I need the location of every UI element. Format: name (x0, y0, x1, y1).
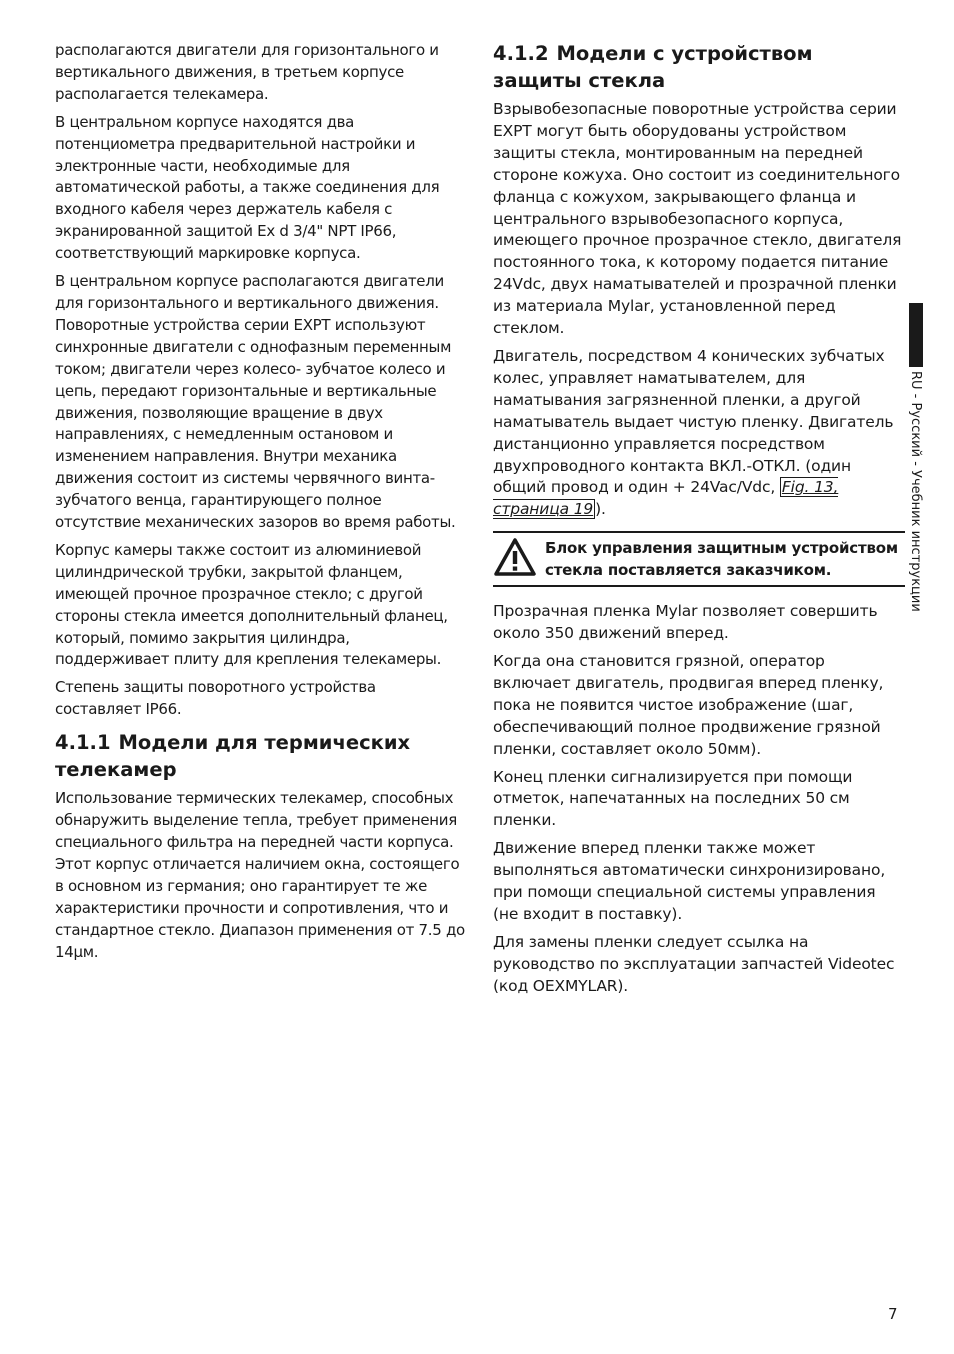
paragraph: Конец пленки сигнализируется при помощи отметок, напечатанных на последних 50 см пленки. (493, 767, 853, 830)
right-column (493, 40, 905, 1004)
paragraph: Взрывобезопасные поворотные устройства серии EXPT могут быть оборудованы устройством защиты стекла, монтированным на передней стороне кожуха. Оно состоит из соединительного фланца с кожухом, закрывающего фланца и центрального взрывобезопасного корпуса, имеющего прочное прозрачное стекло, двигателя постоянного тока, к которому подается питание 24Vdc, двух наматывателей и прозрачной пленки из материала Mylar, установленной перед стеклом. (493, 100, 902, 338)
paragraph-text: Двигатель, посредством 4 конических зубчатых колес, управляет наматывателем, для наматывания загрязненной пленки, а другой наматыватель выдает чистую пленку. Двигатель дистанционно управляется посредством двухпроводного контакта ВКЛ.-ОТКЛ. (один общий провод и один + 24Vac/Vdc, (493, 346, 894, 497)
language-tab-label: RU - Русский - Учебник инструкции (908, 371, 923, 612)
paragraph (493, 346, 905, 521)
warning-triangle-icon (493, 537, 537, 577)
paragraph: Использование термических телекамер, способных обнаружить выделение тепла, требует применения специального фильтра на передней части корпуса. Этот корпус отличается наличием окна, состоящего в основном из германия; оно гарантирует те же характеристики прочности и сопротивления, что и стандартное стекло. Диапазон применения от 7.5 до 14μм. (55, 789, 465, 961)
warning-box (493, 531, 905, 587)
section-title: Модели для термических телекамер (55, 731, 411, 782)
section-number: 4.1.1 (55, 731, 111, 755)
paragraph: Степень защиты поворотного устройства составляет IP66. (55, 678, 376, 719)
left-column (55, 40, 465, 969)
section-number: 4.1.2 (493, 42, 549, 65)
section-heading-4-1-2 (493, 40, 905, 94)
paragraph: Для замены пленки следует ссылка на руководство по эксплуатации запчастей Videotec (код OEXMYLAR). (493, 932, 895, 995)
paragraph-text: ). (595, 500, 606, 519)
section-title: Модели с устройством защиты стекла (493, 42, 813, 92)
page-number: 7 (888, 1305, 898, 1323)
language-tab-marker (909, 303, 923, 367)
paragraph: Когда она становится грязной, оператор включает двигатель, продвигая вперед пленку, пока не появится чистое изображение (шаг, обеспечивающий полное продвижение грязной пленки, составляет около 50мм). (493, 652, 884, 758)
paragraph: В центральном корпусе находятся два потенциометра предварительной настройки и электронные части, необходимые для автоматической работы, а также соединения для входного кабеля через держатель кабеля с экранированной защитой Ex d 3/4" NPT IP66, соответствующий маркировке корпуса. (55, 112, 440, 263)
paragraph: располагаются двигатели для горизонтального и вертикального движения, в третьем корпусе располагается телекамера. (55, 41, 439, 103)
section-heading-4-1-1 (55, 729, 465, 783)
paragraph: Движение вперед пленки также может выполняться автоматически синхронизировано, при помощи специальной системы управления (не входит в поставку). (493, 839, 886, 923)
warning-text: Блок управления защитным устройством стекла поставляется заказчиком. (545, 539, 898, 580)
paragraph: В центральном корпусе располагаются двигатели для горизонтального и вертикального движения. Поворотные устройства серии EXPT используют синхронные двигатели с однофазным переменным током; двигатели через колесо- зубчатое колесо и цепь, передают горизонтальные и вертикальные движения, позволяющие вращение в двух направлениях, с немедленным остановом и изменением направления. Внутри механика движения состоит из системы червячного винта-зубчатого венца, гарантирующего полное отсутствие механических зазоров во время работы. (55, 272, 456, 532)
paragraph: Прозрачная пленка Mylar позволяет совершить около 350 движений вперед. (493, 602, 878, 643)
figure-reference-link[interactable]: Fig. 13, страница 19 (493, 478, 839, 519)
paragraph: Корпус камеры также состоит из алюминиевой цилиндрической трубки, закрытой фланцем, имеющей прочное прозрачное стекло; с другой стороны стекла имеется дополнительный фланец, который, помимо закрытия цилиндра, поддерживает плиту для крепления телекамеры. (55, 540, 448, 669)
